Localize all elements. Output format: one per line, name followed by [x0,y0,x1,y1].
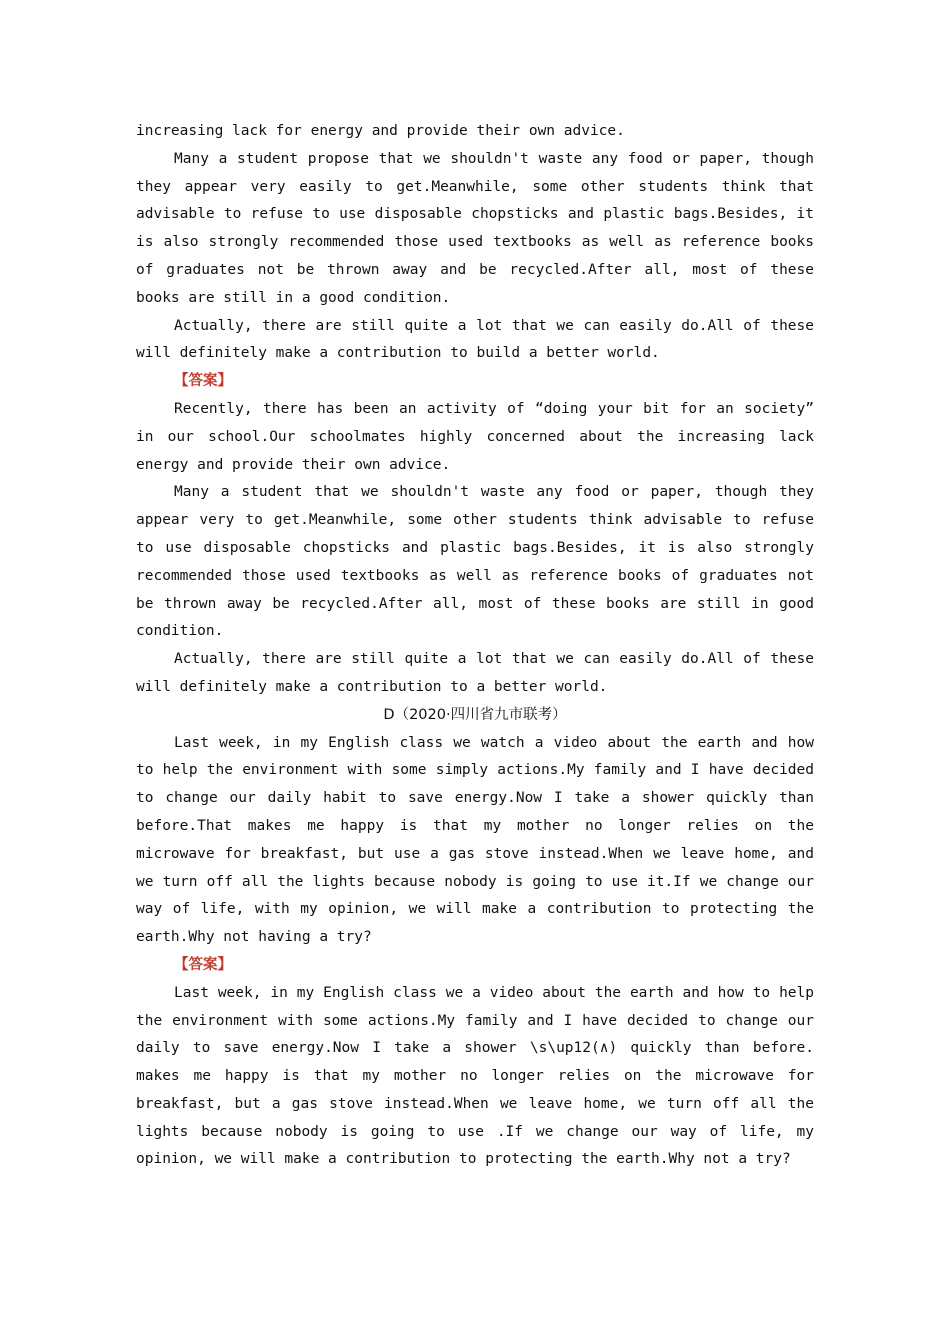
paragraph-c-answer-1: Many a student that we shouldn't waste any food or paper, though they appear very to get.Meanwhile, some other students think advisable to refuse to use disposable chopsticks and plastic bags.Besides, it is also strongly recommended those used textbooks as well as reference books of graduates not be thrown away be recycled.After all, most of these books are still in good condition. [136,484,814,640]
document-page [136,118,814,1174]
paragraph-d-problem-0: Last week, in my English class we watch a video about the earth and how to help the environment with some simply actions.My family and I have decided to change our daily habit to save energy.Now I take a shower quickly than before.That makes me happy is that my mother no longer relies on the microwave for breakfast, but use a gas stove instead.When we leave home, and we turn off all the lights because nobody is going to use it.If we change our way of life, with my opinion, we will make a contribution to protecting the earth.Why not having a try? [136,734,814,946]
paragraph-c-problem-0: increasing lack for energy and provide their own advice. [136,123,625,139]
paragraph-c-problem-1: Many a student propose that we shouldn't waste any food or paper, though they appear very easily to get.Meanwhile, some other students think that advisable to refuse to use disposable chopsticks and plastic bags.Besides, it is also strongly recommended those used textbooks as well as reference books of graduates not be thrown away and be recycled.After all, most of these books are still in a good condition. [136,150,814,306]
paragraph-c-answer-0: Recently, there has been an activity of “doing your bit for an society” in our school.Our schoolmates highly concerned about the increasing lack energy and provide their own advice. [136,400,814,473]
answer-label-c: 【答案】 [174,373,232,390]
paragraph-c-answer-2: Actually, there are still quite a lot that we can easily do.All of these will definitely make a contribution to a better world. [136,651,814,695]
paragraph-c-problem-2: Actually, there are still quite a lot that we can easily do.All of these will definitely make a contribution to build a better world. [136,317,814,362]
section-d-heading: D（2020·四川省九市联考） [383,706,567,723]
answer-label-d: 【答案】 [174,956,232,973]
paragraph-d-answer-0: Last week, in my English class we a video about the earth and how to help the environment with some actions.My family and I have decided to change our daily to save energy.Now I take a shower \s\up12(∧) quickly than before. makes me happy is that my mother no longer relies on the microwave for breakfast, but a gas stove instead.When we leave home, we turn off all the lights because nobody is going to use .If we change our way of life, my opinion, we will make a contribution to protecting the earth.Why not a try? [136,984,814,1168]
